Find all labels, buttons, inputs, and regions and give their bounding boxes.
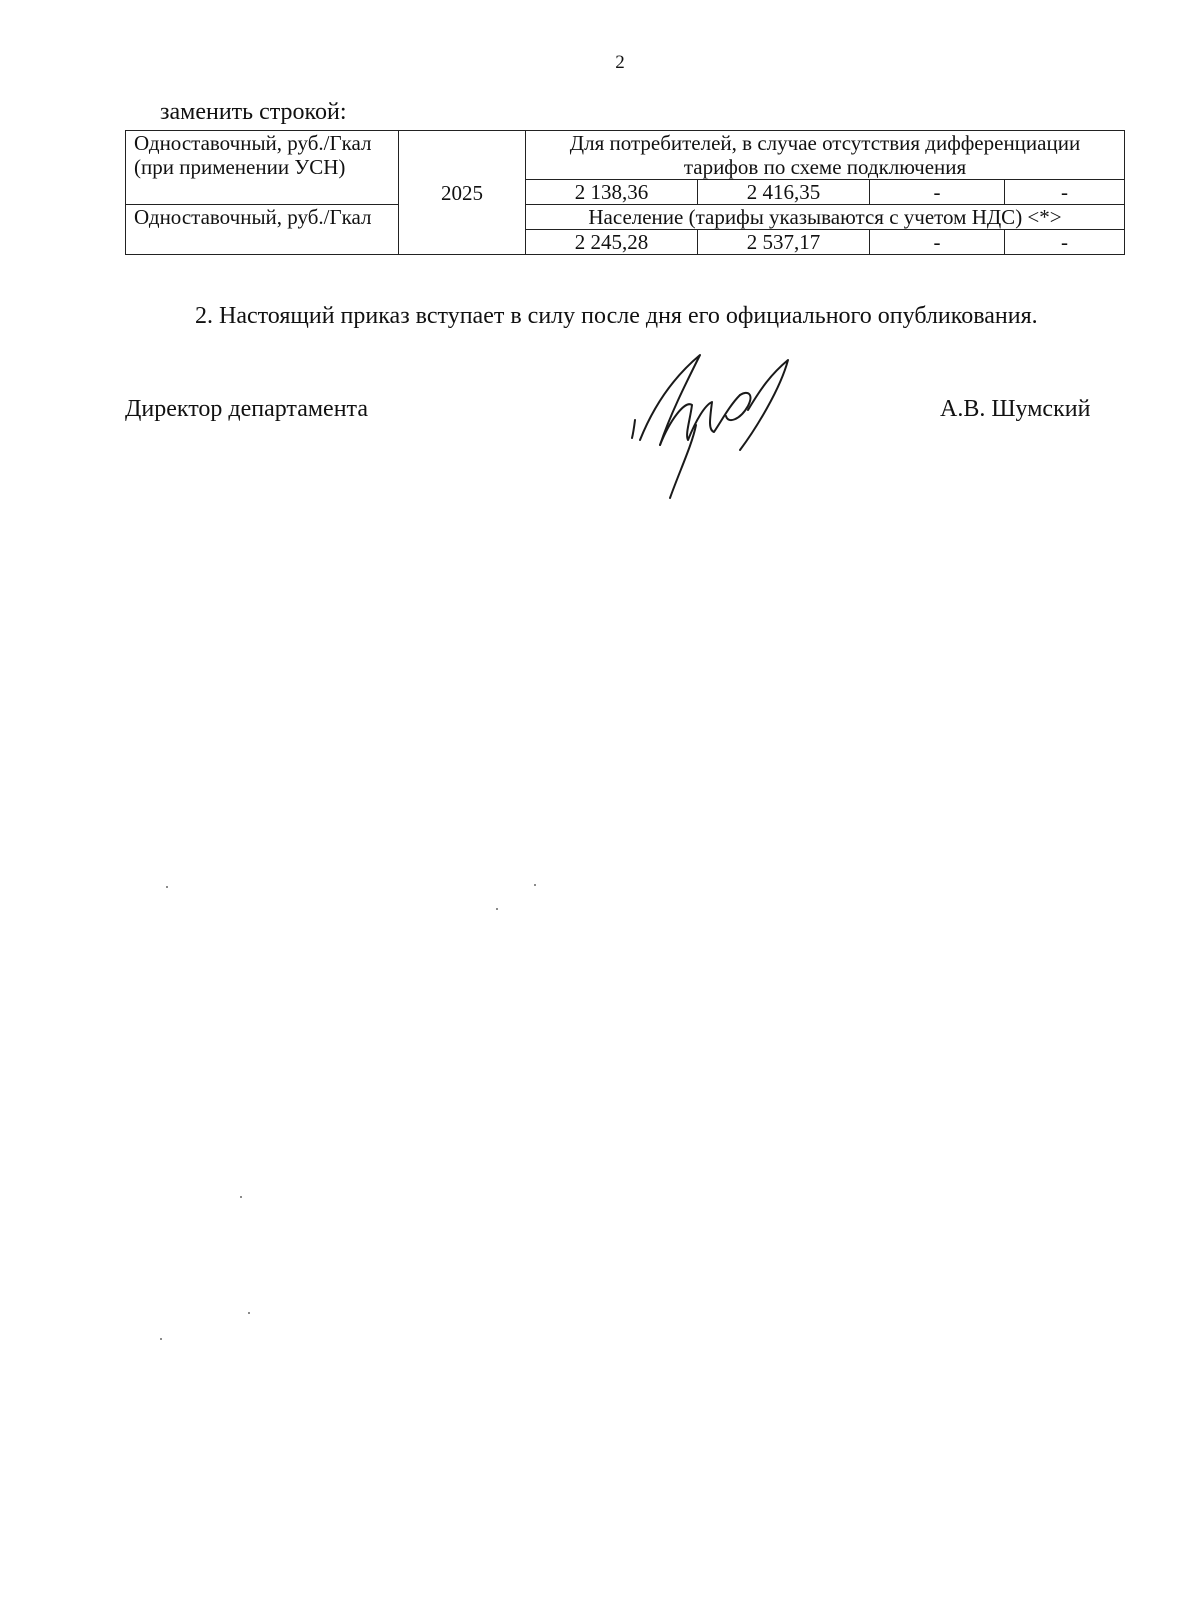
year-cell: 2025 <box>399 131 526 255</box>
group1-value-2: 2 416,35 <box>698 180 870 205</box>
group2-value-4: - <box>1005 230 1125 255</box>
signatory-name: А.В. Шумский <box>940 396 1091 422</box>
group1-value-3: - <box>870 180 1005 205</box>
signatory-title: Директор департамента <box>125 396 368 422</box>
scan-speck <box>240 1196 242 1198</box>
group1-header: Для потребителей, в случае отсутствия дифференциации тарифов по схеме подключения <box>526 131 1125 180</box>
table-row <box>126 205 1125 230</box>
handwritten-signature <box>630 350 810 505</box>
group2-header: Население (тарифы указываются с учетом НДС) <*> <box>526 205 1125 230</box>
group2-value-2: 2 537,17 <box>698 230 870 255</box>
group1-value-1: 2 138,36 <box>526 180 698 205</box>
scan-speck <box>248 1312 250 1314</box>
tariff-table <box>125 130 1125 255</box>
group2-value-1: 2 245,28 <box>526 230 698 255</box>
scan-speck <box>534 884 536 886</box>
scan-speck <box>496 908 498 910</box>
row1-label: Одноставочный, руб./Гкал (при применении УСН) <box>126 131 399 205</box>
group1-value-4: - <box>1005 180 1125 205</box>
order-paragraph: 2. Настоящий приказ вступает в силу после дня его официального опубликования. <box>195 303 1038 329</box>
group2-value-3: - <box>870 230 1005 255</box>
scan-speck <box>160 1338 162 1340</box>
page-number: 2 <box>615 52 625 73</box>
intro-text: заменить строкой: <box>160 99 347 125</box>
row2-label: Одноставочный, руб./Гкал <box>126 205 399 255</box>
scan-speck <box>166 886 168 888</box>
table-row <box>126 131 1125 180</box>
